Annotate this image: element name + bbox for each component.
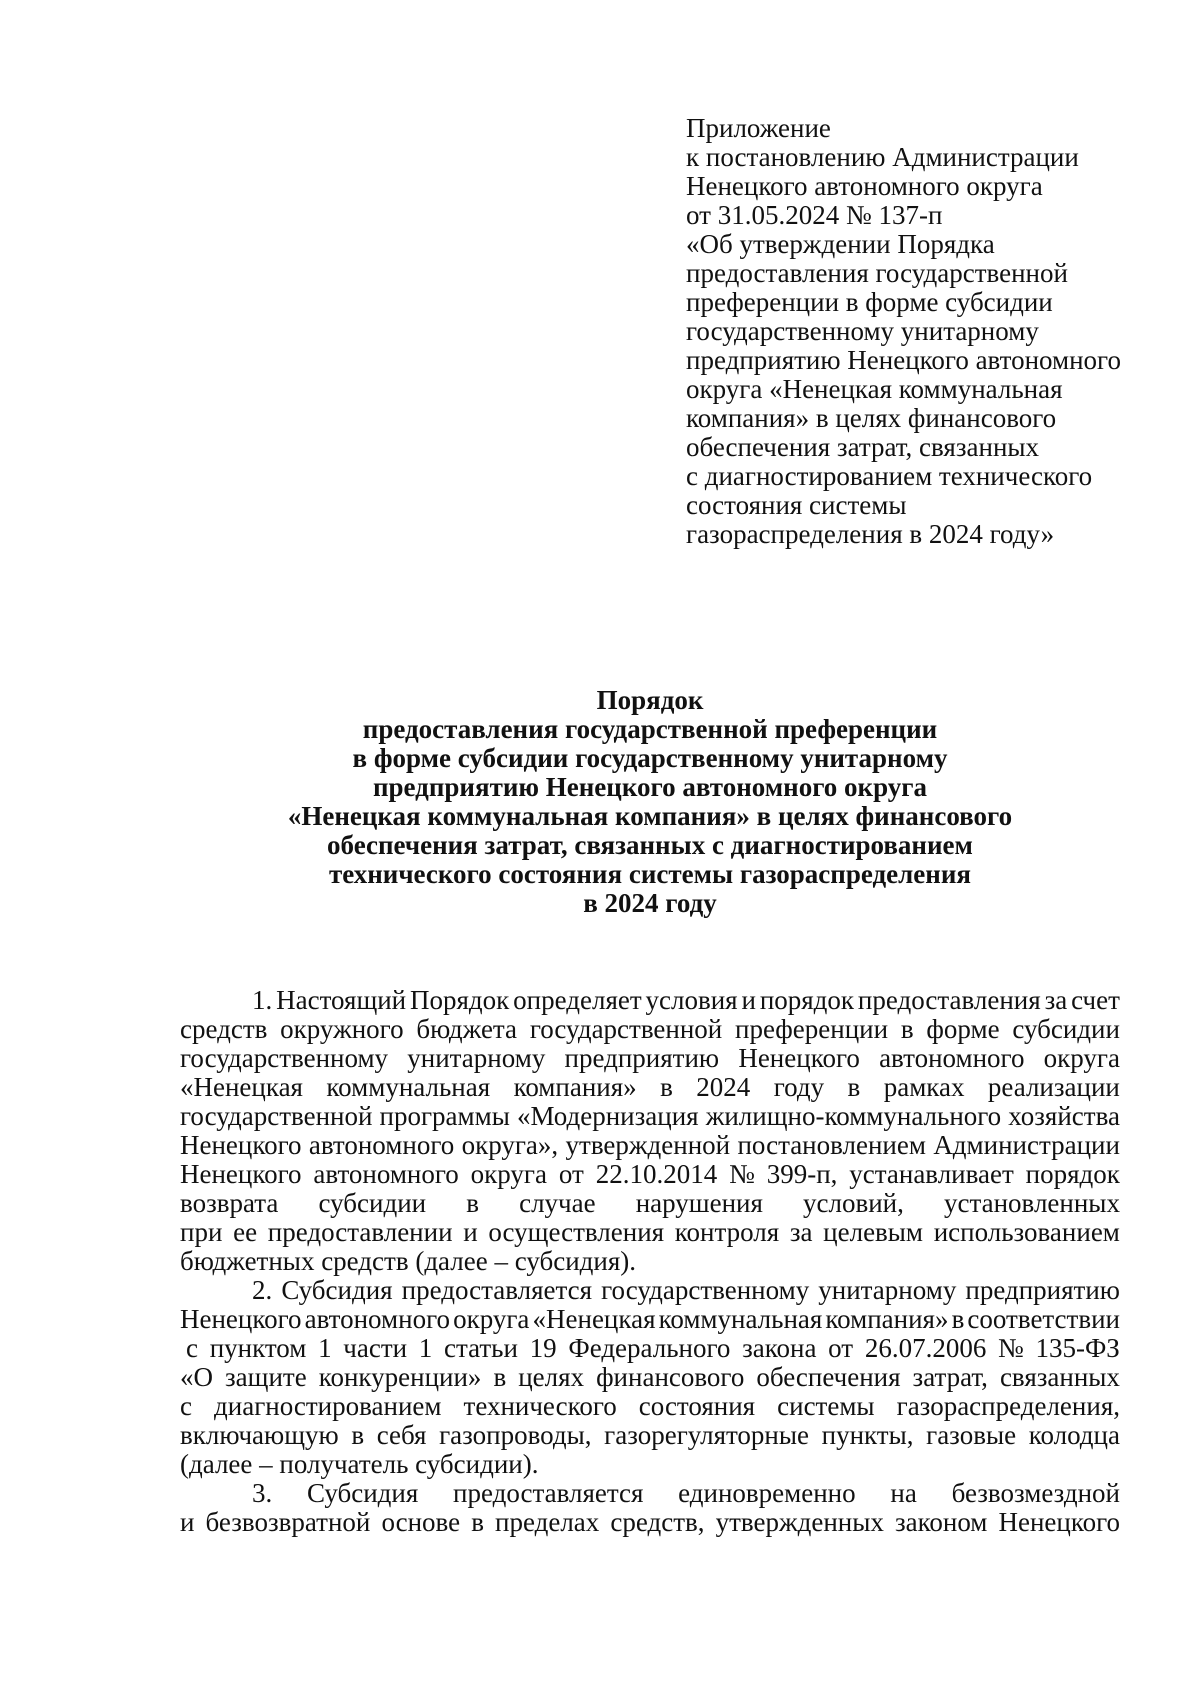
body-word: 1. [252, 985, 273, 1015]
body-word: унитарному [818, 1275, 957, 1305]
body-word: «Ненецкая [180, 1072, 303, 1102]
appendix-block [686, 114, 1166, 549]
body-word: Настоящий [276, 985, 407, 1015]
title-line: Порядок [596, 685, 704, 715]
body-line [180, 1102, 1120, 1131]
body-word: соответствии [967, 1304, 1120, 1334]
body-word: в [847, 1072, 861, 1102]
body-word: защите [225, 1362, 307, 1392]
body-word: условия [645, 985, 738, 1015]
body-word: в [493, 1362, 507, 1392]
body-text [180, 986, 1120, 1537]
body-line [180, 1073, 1120, 1102]
body-word: устанавливает [849, 1159, 1014, 1189]
body-word: безвозмездной [951, 1478, 1120, 1508]
body-word: автономного [313, 1159, 459, 1189]
body-word: с [180, 1391, 192, 1421]
body-word: окружного [280, 1014, 404, 1044]
body-word: предоставления [857, 985, 1041, 1015]
body-word: состояния [638, 1391, 756, 1421]
body-word: возврата [180, 1188, 279, 1218]
title-line: в 2024 году [583, 888, 717, 918]
body-word: компания» [513, 1072, 637, 1102]
body-word: 19 [529, 1333, 557, 1363]
body-word: в [951, 1304, 965, 1334]
appendix-line: предприятию Ненецкого автономного [686, 345, 1121, 375]
body-word: основе [381, 1507, 461, 1537]
body-word: порядок [1025, 1159, 1120, 1189]
title-line: «Ненецкая коммунальная компания» в целях финансового [287, 801, 1013, 831]
body-word: компания» [825, 1304, 949, 1334]
body-word: и [463, 1217, 478, 1247]
body-word: «Модернизация [516, 1101, 699, 1131]
title-line: технического состояния системы газораспределения [329, 859, 971, 889]
body-word: рамках [883, 1072, 965, 1102]
body-line [180, 1305, 1120, 1334]
body-word: в [471, 1507, 484, 1537]
body-line [180, 1508, 1120, 1537]
body-word: в [660, 1072, 673, 1102]
body-word: предоставлении [267, 1217, 453, 1247]
body-word: в [466, 1188, 479, 1218]
body-word: газовые [926, 1420, 1017, 1450]
body-line [180, 1044, 1120, 1073]
body-word: автономного [304, 1304, 450, 1334]
appendix-line: компания» в целях финансового [686, 403, 1057, 433]
appendix-line: округа «Ненецкая коммунальная [686, 374, 1063, 404]
body-word: Ненецкого [180, 1130, 302, 1160]
body-word: субсидии [318, 1188, 427, 1218]
body-word: технического [463, 1391, 617, 1421]
body-word: нарушения [635, 1188, 763, 1218]
body-line [180, 1392, 1120, 1421]
body-word: предприятию [564, 1043, 720, 1073]
body-line [180, 1189, 1120, 1218]
appendix-line: от 31.05.2024 № 137-п [686, 200, 943, 230]
body-word: предоставляется [401, 1275, 593, 1305]
body-word: 2. [252, 1275, 273, 1305]
body-word: пункты, [821, 1420, 914, 1450]
body-word: 22.10.2014 [595, 1159, 718, 1189]
body-word: колодца [1028, 1420, 1120, 1450]
body-word: форме [926, 1014, 1000, 1044]
body-word: газораспределения, [896, 1391, 1120, 1421]
body-word: законом [894, 1507, 988, 1537]
body-word: с [186, 1333, 198, 1363]
body-word: № [998, 1333, 1024, 1363]
body-word: осуществления [488, 1217, 665, 1247]
body-word: автономного [879, 1043, 1025, 1073]
body-word: за [789, 1217, 813, 1247]
body-word: целях [518, 1362, 585, 1392]
body-word: затрат, [912, 1362, 988, 1392]
body-word: 1 [318, 1333, 332, 1363]
body-word: бюджета [416, 1014, 518, 1044]
body-word: утвержденных [715, 1507, 884, 1537]
body-word: порядок [759, 985, 855, 1015]
body-word: за [1044, 985, 1068, 1015]
body-word: включающую [180, 1420, 339, 1450]
appendix-line: Приложение [686, 113, 831, 143]
appendix-line: газораспределения в 2024 году» [686, 519, 1055, 549]
body-line [180, 1421, 1120, 1450]
body-word: закона [742, 1333, 817, 1363]
body-word: автономного [308, 1130, 455, 1160]
body-word: финансового [596, 1362, 745, 1392]
body-word: 26.07.2006 [864, 1333, 987, 1363]
body-word: округа [470, 1159, 547, 1189]
body-word: в [351, 1420, 365, 1450]
body-word: округа [1043, 1043, 1120, 1073]
body-word: Ненецкого [180, 1159, 302, 1189]
body-word: обеспечения [756, 1362, 901, 1392]
body-word: субсидии [1012, 1014, 1120, 1044]
body-word: коммунальная [326, 1072, 491, 1102]
body-word: утвержденной [565, 1130, 731, 1160]
body-word: реализации [987, 1072, 1120, 1102]
body-word: хозяйства [1008, 1101, 1120, 1131]
body-line [180, 1334, 1120, 1363]
body-word: определяет [513, 985, 642, 1015]
body-word: унитарному [407, 1043, 546, 1073]
body-word: от [828, 1333, 854, 1363]
body-word: жилищно-коммунального [705, 1101, 1002, 1131]
body-word: 135-ФЗ [1035, 1333, 1120, 1363]
body-word: № [729, 1159, 755, 1189]
body-line: (далее – получатель субсидии). [180, 1449, 539, 1479]
body-word: случае [519, 1188, 596, 1218]
body-word: части [343, 1333, 408, 1363]
title-line: обеспечения затрат, связанных с диагностированием [327, 830, 973, 860]
body-word: газорегуляторные [604, 1420, 810, 1450]
body-word: Субсидия [281, 1275, 393, 1305]
appendix-line: преференции в форме субсидии [686, 287, 1053, 317]
body-line [180, 1276, 1120, 1305]
body-word: статьи [443, 1333, 518, 1363]
body-line [180, 1363, 1120, 1392]
body-word: ее [233, 1217, 258, 1247]
body-word: единовременно [678, 1478, 856, 1508]
body-word: использованием [933, 1217, 1120, 1247]
body-word: 399-п, [766, 1159, 838, 1189]
appendix-line: состояния системы [686, 490, 907, 520]
body-word: связанных [999, 1362, 1120, 1392]
body-word: средств [180, 1014, 268, 1044]
body-word: при [180, 1217, 223, 1247]
body-word: государственному [180, 1043, 389, 1073]
body-word: Ненецкого [998, 1507, 1120, 1537]
body-line: бюджетных средств (далее – субсидия). [180, 1246, 637, 1276]
body-word: пунктом [209, 1333, 307, 1363]
body-word: округа [453, 1304, 530, 1334]
body-word: 2024 [696, 1072, 751, 1102]
body-word: коммунальная [658, 1304, 823, 1334]
body-word: Субсидия [307, 1478, 419, 1508]
body-word: средств, [610, 1507, 705, 1537]
body-word: конкуренции» [318, 1362, 482, 1392]
body-word: округа», [461, 1130, 559, 1160]
body-line [180, 1160, 1120, 1189]
body-word: программы [379, 1101, 510, 1131]
body-line [180, 1131, 1120, 1160]
body-word: и [741, 985, 756, 1015]
body-word: и [180, 1507, 195, 1537]
body-word: на [890, 1478, 917, 1508]
document-title [180, 686, 1120, 918]
body-word: установленных [944, 1188, 1120, 1218]
body-word: государственной [180, 1101, 373, 1131]
body-word: системы [777, 1391, 875, 1421]
body-word: «О [180, 1362, 213, 1392]
appendix-line: к постановлению Администрации [686, 142, 1079, 172]
body-word: газопроводы, [439, 1420, 592, 1450]
appendix-line: Ненецкого автономного округа [686, 171, 1043, 201]
title-line: предприятию Ненецкого автономного округа [372, 772, 928, 802]
body-word: Администрации [933, 1130, 1120, 1160]
body-word: себя [376, 1420, 427, 1450]
appendix-line: с диагностированием технического [686, 461, 1093, 491]
body-word: от [558, 1159, 584, 1189]
appendix-line: предоставления государственной [686, 258, 1068, 288]
body-word: контроля [674, 1217, 780, 1247]
body-word: условий, [803, 1188, 904, 1218]
body-word: Федерального [568, 1333, 731, 1363]
appendix-line: государственному унитарному [686, 316, 1039, 346]
body-word: Ненецкого [180, 1304, 302, 1334]
body-word: 3. [252, 1478, 273, 1508]
body-word: постановлением [737, 1130, 926, 1160]
body-word: году [773, 1072, 825, 1102]
body-line [180, 1015, 1120, 1044]
appendix-line: обеспечения затрат, связанных [686, 432, 1040, 462]
body-word: в [900, 1014, 914, 1044]
title-line: предоставления государственной преференции [362, 714, 938, 744]
title-line: в форме субсидии государственному унитарному [352, 743, 948, 773]
body-word: государственной [529, 1014, 723, 1044]
body-word: предоставляется [453, 1478, 644, 1508]
body-word: предприятию [965, 1275, 1120, 1305]
body-word: преференции [735, 1014, 889, 1044]
body-word: диагностированием [214, 1391, 442, 1421]
body-word: целевым [823, 1217, 924, 1247]
body-word: «Ненецкая [532, 1304, 656, 1334]
body-word: пределах [495, 1507, 600, 1537]
body-word: 1 [418, 1333, 433, 1363]
appendix-line: «Об утверждении Порядка [686, 229, 995, 259]
body-word: Порядок [410, 985, 510, 1015]
body-line [180, 986, 1120, 1015]
body-word: счет [1071, 985, 1120, 1015]
body-word: государственному [601, 1275, 810, 1305]
body-word: безвозвратной [205, 1507, 371, 1537]
body-line [180, 1479, 1120, 1508]
body-line [180, 1218, 1120, 1247]
body-word: Ненецкого [738, 1043, 860, 1073]
